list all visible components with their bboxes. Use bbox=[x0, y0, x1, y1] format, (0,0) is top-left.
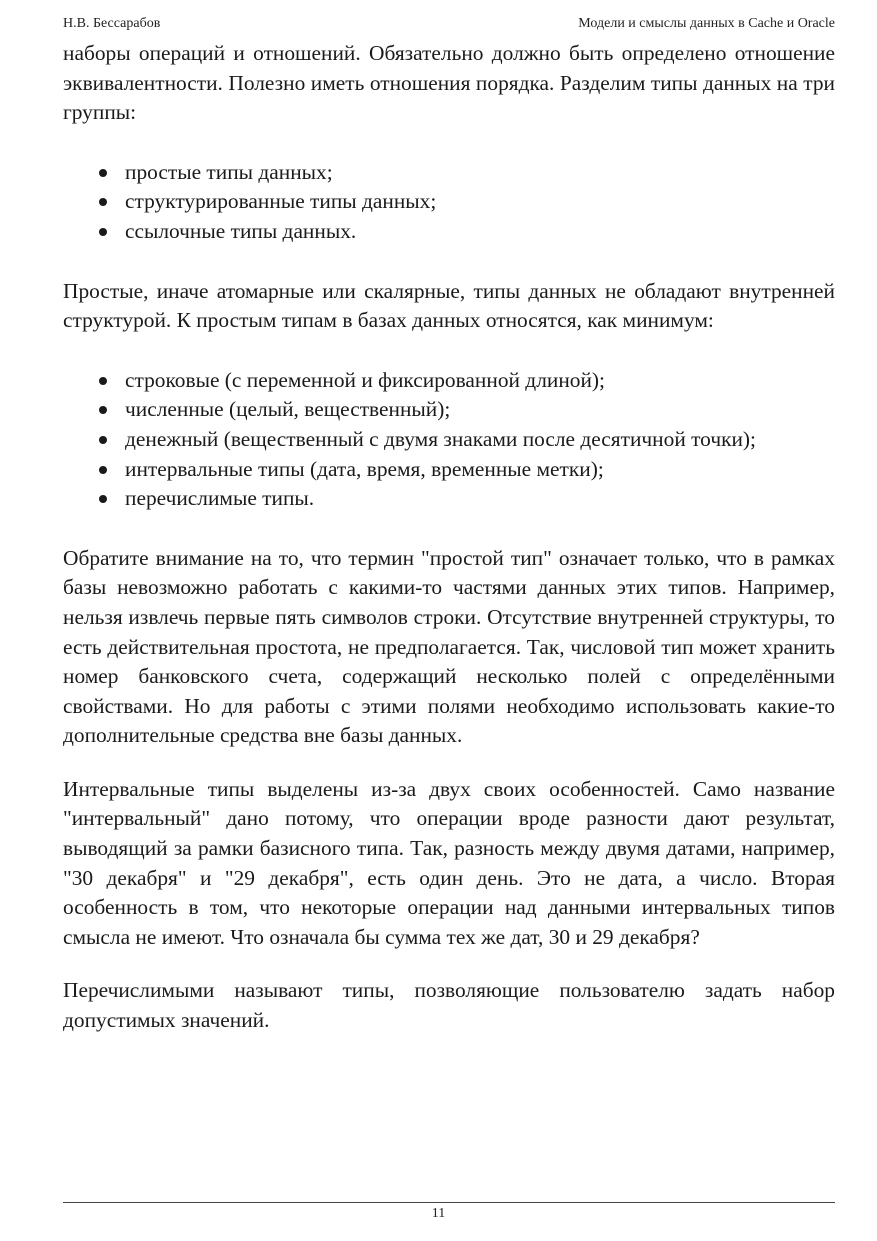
page-body bbox=[63, 39, 835, 1036]
bullet-icon bbox=[99, 169, 107, 177]
bullet-icon bbox=[99, 406, 107, 414]
bullet-icon bbox=[99, 436, 107, 444]
paragraph-simple-types: Простые, иначе атомарные или скалярные, типы данных не обладают внутренней структурой. К простым типам в базах данных относятся, как минимум: bbox=[63, 278, 835, 333]
list-item: денежный (вещественный с двумя знаками после десятичной точки); bbox=[63, 425, 835, 455]
bullet-icon bbox=[99, 495, 107, 503]
list-item: интервальные типы (дата, время, временные метки); bbox=[63, 455, 835, 485]
page-header bbox=[63, 16, 835, 36]
paragraph-interval-types: Интервальные типы выделены из-за двух своих особенностей. Само название "интервальный" дано потому, что операции вроде разности дают результат, выводящий за рамки базисного типа. Так, разность между двумя датами, например, "30 декабря" и "29 декабря", есть один день. Это не дата, а число. Вторая особенность в том, что некоторые операции над данными интервальных типов смысла не имеют. Что означала бы сумма тех же дат, 30 и 29 декабря? bbox=[63, 776, 835, 949]
list-item: численные (целый, вещественный); bbox=[63, 395, 835, 425]
bullet-icon bbox=[99, 228, 107, 236]
paragraph-simple-type-note: Обратите внимание на то, что термин "простой тип" означает только, что в рамках базы невозможно работать с какими-то частями данных этих типов. Например, нельзя извлечь первые пять символов строки. Отсутствие внутренней структуры, то есть действительная простота, не предполагается. Так, числовой тип может хранить номер банковского счета, содержащий несколько полей с определёнными свойствами. Но для работы с этими полями необходимо использовать какие-то дополнительные средства вне базы данных. bbox=[63, 545, 835, 748]
paragraph-intro: наборы операций и отношений. Обязательно должно быть определено отношение эквивалентности. Полезно иметь отношения порядка. Разделим типы данных на три группы: bbox=[63, 41, 835, 125]
page-number: 11 bbox=[431, 1206, 446, 1221]
list-item: простые типы данных; bbox=[63, 158, 835, 188]
bullet-icon bbox=[99, 466, 107, 474]
list-item: структурированные типы данных; bbox=[63, 187, 835, 217]
footer-divider bbox=[63, 1202, 835, 1203]
list-item: строковые (с переменной и фиксированной длиной); bbox=[63, 366, 835, 396]
header-author: Н.В. Бессарабов bbox=[63, 16, 161, 31]
bullet-icon bbox=[99, 377, 107, 385]
header-title: Модели и смыслы данных в Cache и Oracle bbox=[578, 16, 835, 31]
data-type-groups-list bbox=[63, 158, 835, 247]
simple-types-list bbox=[63, 366, 835, 514]
paragraph-enum-types: Перечислимыми называют типы, позволяющие пользователю задать набор допустимых значений. bbox=[63, 978, 835, 1033]
list-item: ссылочные типы данных. bbox=[63, 217, 835, 247]
list-item: перечислимые типы. bbox=[63, 484, 835, 514]
bullet-icon bbox=[99, 198, 107, 206]
